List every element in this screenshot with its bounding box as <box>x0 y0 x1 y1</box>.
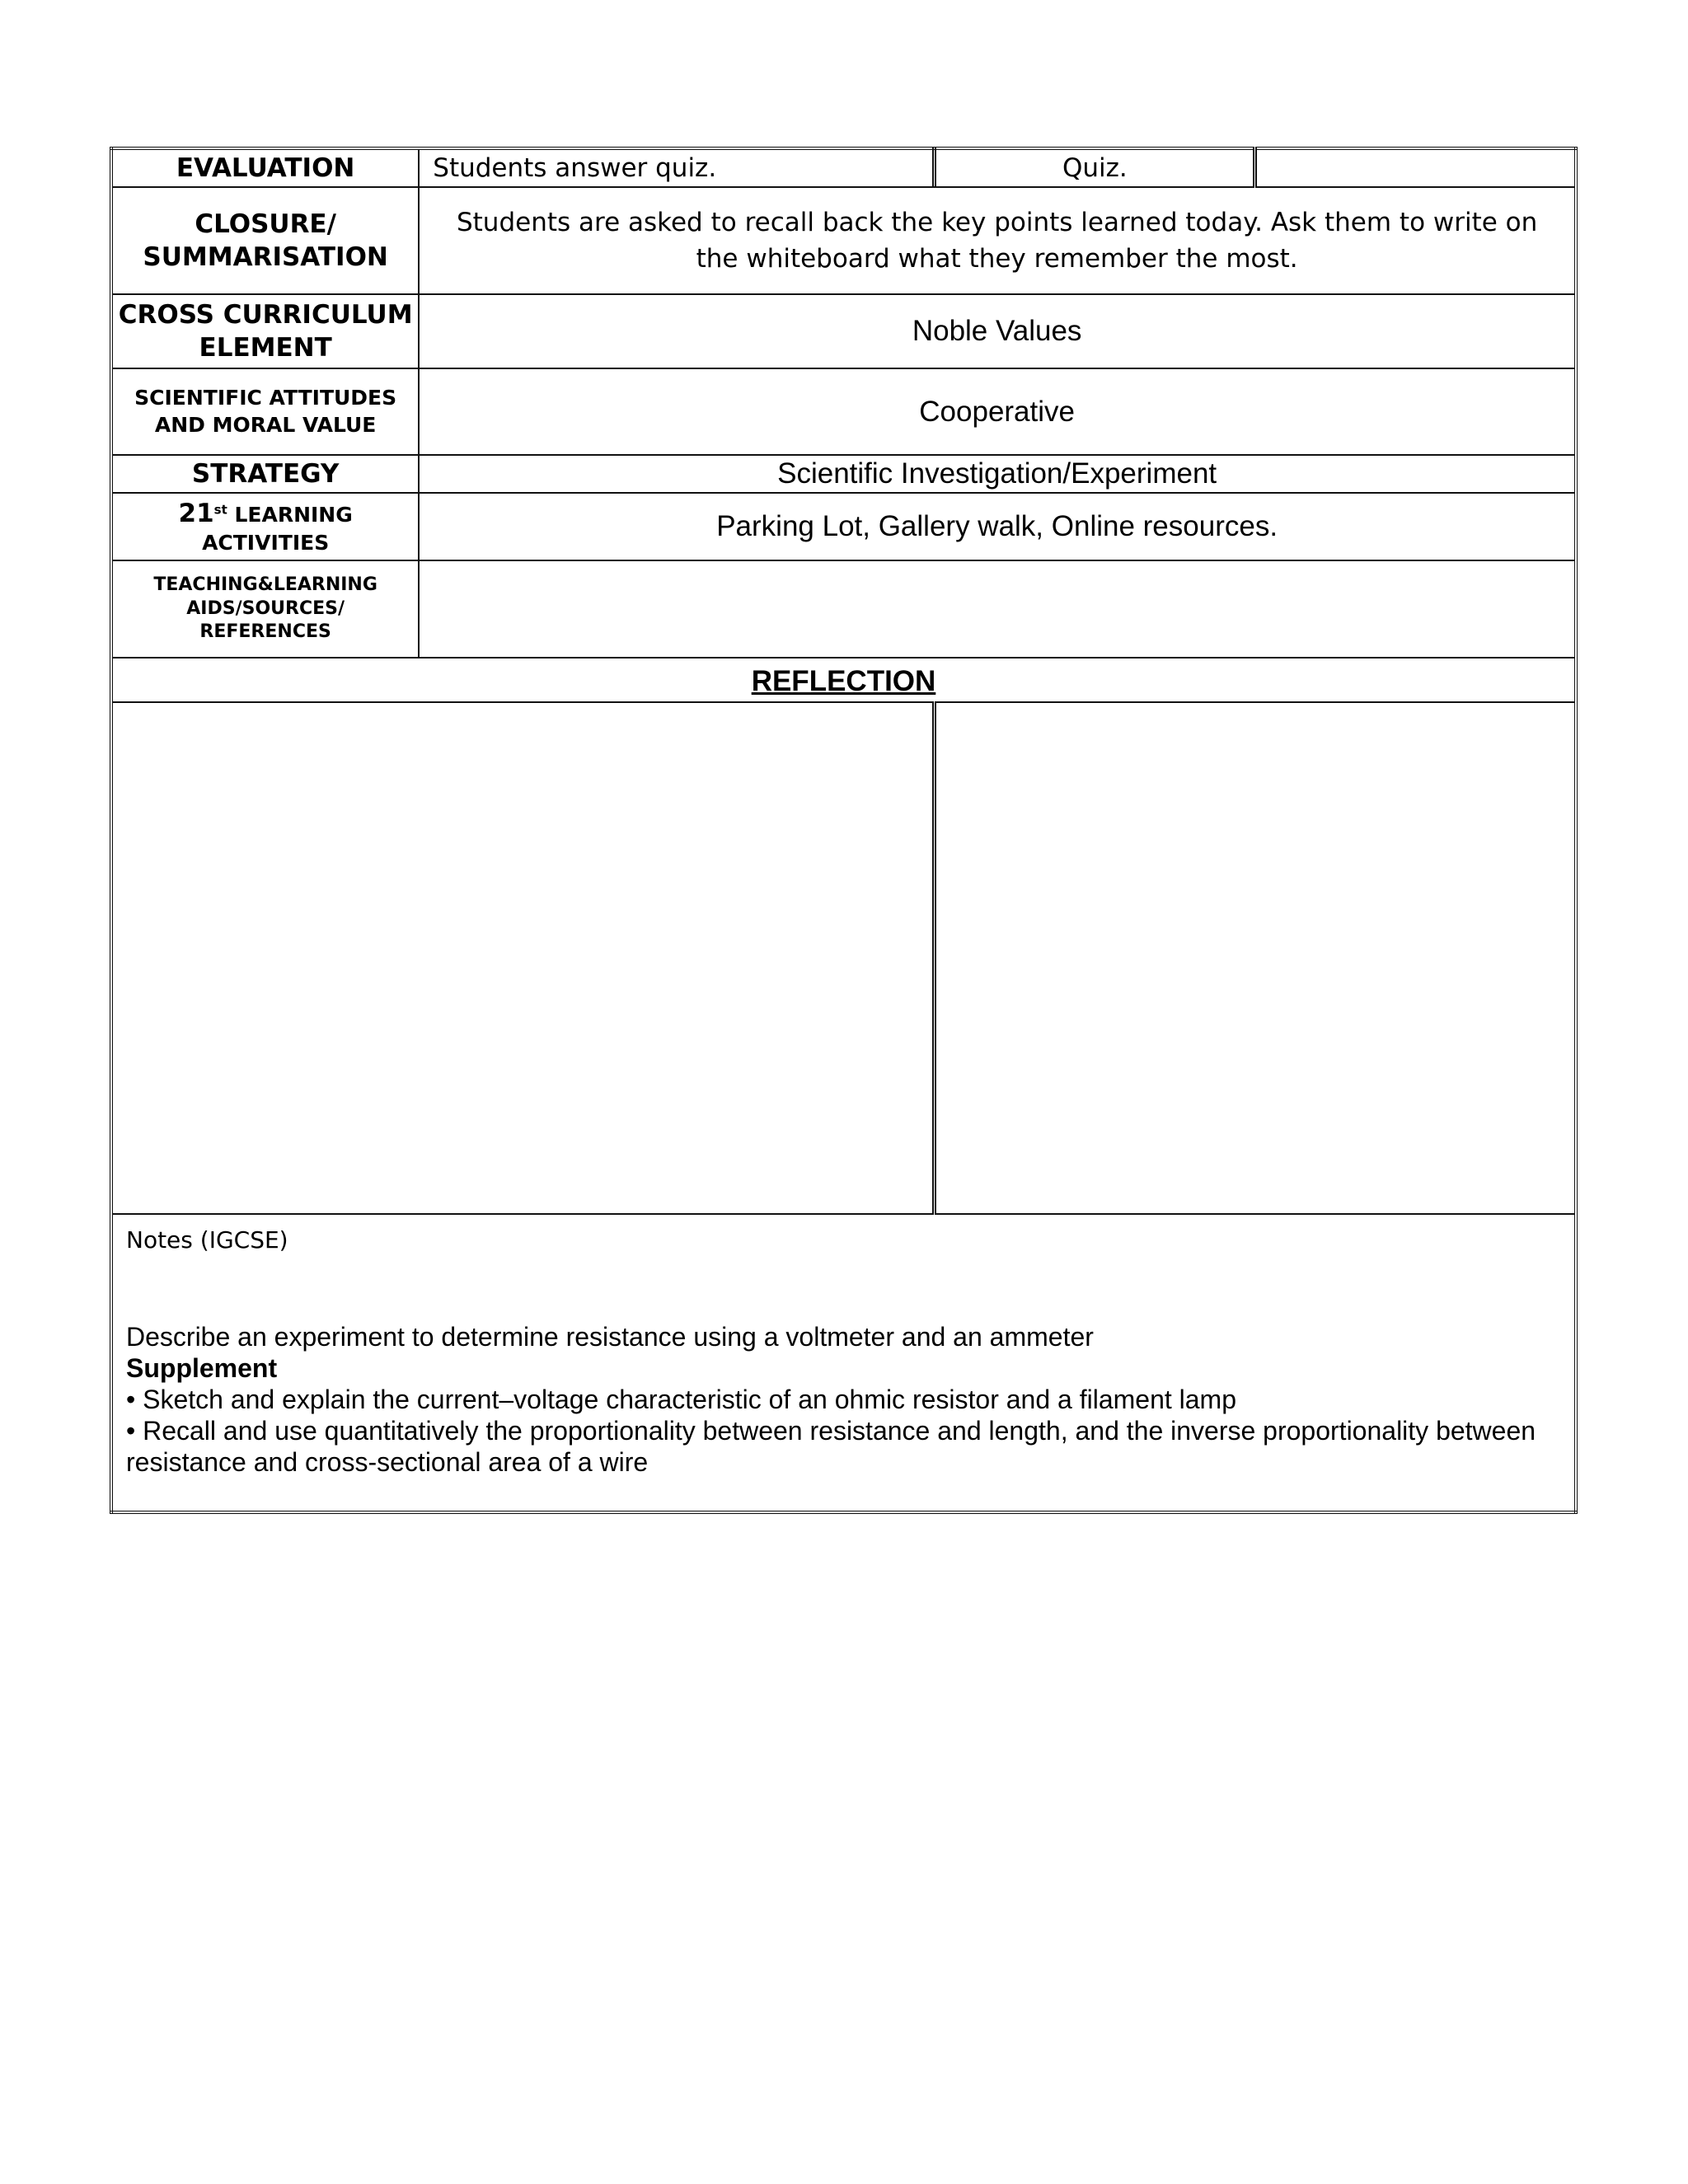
aids-label-line3: REFERENCES <box>199 621 331 643</box>
evaluation-method: Quiz. <box>935 148 1255 187</box>
notes-cell <box>111 1214 1576 1512</box>
notes-supplement: Supplement <box>126 1353 278 1383</box>
notes-heading: Notes (IGCSE) <box>126 1226 288 1254</box>
cross-curriculum-row <box>111 294 1576 368</box>
scientific-attitudes-label <box>111 368 419 455</box>
scientific-attitudes-label-line2: AND MORAL VALUE <box>154 412 377 437</box>
closure-content: Students are asked to recall back the key points learned today. Ask them to write on the whiteboard what they remember the most. <box>419 187 1576 294</box>
scientific-attitudes-row <box>111 368 1576 455</box>
learning-21-label-sup: st <box>213 502 227 518</box>
strategy-content: Scientific Investigation/Experiment <box>419 455 1576 493</box>
notes-bullet1: • Sketch and explain the current–voltage characteristic of an ohmic resistor and a filament lamp <box>126 1385 1236 1414</box>
closure-label-line1: CLOSURE/ <box>195 209 336 239</box>
notes-row <box>111 1214 1576 1512</box>
scientific-attitudes-content: Cooperative <box>419 368 1576 455</box>
learning-21-label-num: 21 <box>178 498 214 528</box>
strategy-label: STRATEGY <box>111 455 419 493</box>
notes-line1: Describe an experiment to determine resistance using a voltmeter and an ammeter <box>126 1322 1094 1352</box>
evaluation-label: EVALUATION <box>111 148 419 187</box>
reflection-row <box>111 702 1576 1214</box>
scientific-attitudes-label-line1: SCIENTIFIC ATTITUDES <box>134 386 397 410</box>
learning-21-label-rest: LEARNING <box>227 502 353 527</box>
reflection-title: REFLECTION <box>111 658 1576 702</box>
cross-curriculum-label-line2: ELEMENT <box>199 333 332 363</box>
learning-21-row <box>111 493 1576 560</box>
cross-curriculum-label <box>111 294 419 368</box>
evaluation-activity: Students answer quiz. <box>419 148 935 187</box>
reflection-right-box <box>935 702 1576 1214</box>
closure-label <box>111 187 419 294</box>
evaluation-extra <box>1255 148 1576 187</box>
cross-curriculum-content: Noble Values <box>419 294 1576 368</box>
aids-row <box>111 560 1576 658</box>
closure-row <box>111 187 1576 294</box>
aids-content <box>419 560 1576 658</box>
evaluation-row <box>111 148 1576 187</box>
notes-body <box>126 1321 1561 1478</box>
aids-label-line1: TEACHING&LEARNING <box>153 574 377 596</box>
closure-label-line2: SUMMARISATION <box>143 242 388 272</box>
reflection-left-box <box>111 702 935 1214</box>
learning-21-content: Parking Lot, Gallery walk, Online resources. <box>419 493 1576 560</box>
learning-21-label-line2: ACTIVITIES <box>202 530 330 555</box>
notes-bullet2: • Recall and use quantitatively the proportionality between resistance and length, and the inverse proportionality between resistance and cross-sectional area of a wire <box>126 1416 1536 1477</box>
reflection-title-row <box>111 658 1576 702</box>
lesson-plan-page <box>110 147 1578 1514</box>
cross-curriculum-label-line1: CROSS CURRICULUM <box>118 299 413 330</box>
learning-21-label <box>111 493 419 560</box>
strategy-row <box>111 455 1576 493</box>
aids-label-line2: AIDS/SOURCES/ <box>186 598 345 619</box>
aids-label <box>111 560 419 658</box>
learning-21-label-line1 <box>113 497 418 530</box>
lesson-plan-table <box>110 147 1578 1514</box>
